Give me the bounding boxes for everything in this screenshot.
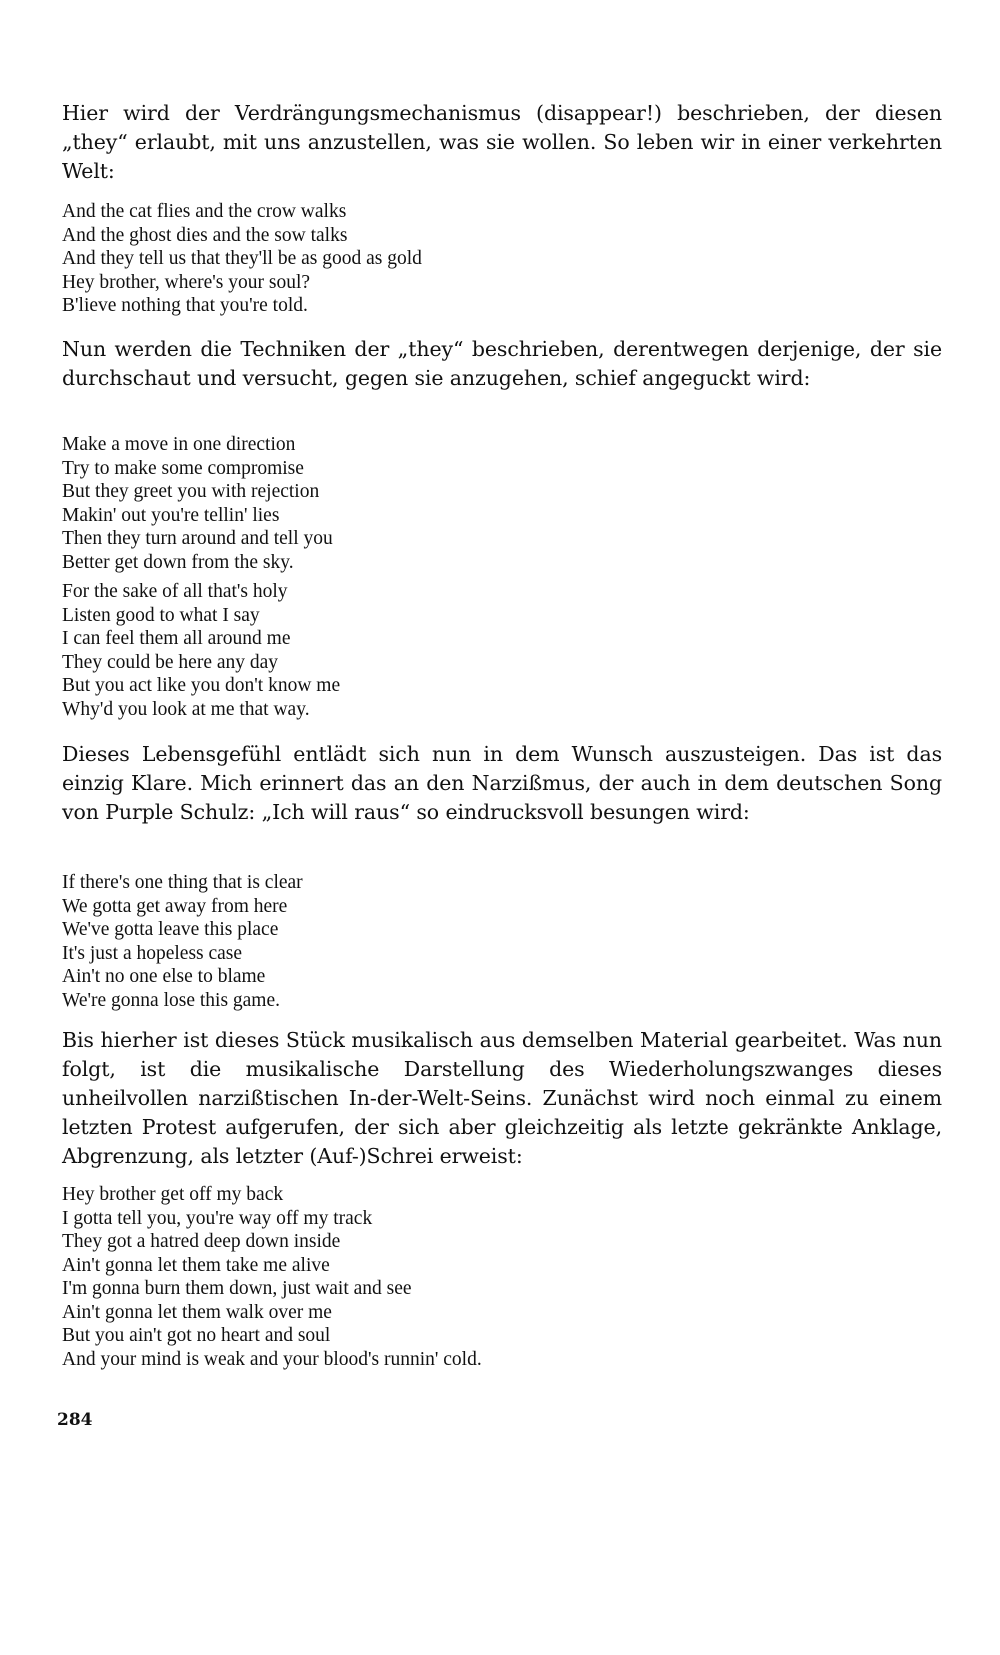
lyric-line: Try to make some compromise: [62, 457, 304, 479]
paragraph-techniques: Nun werden die Techniken der „they“ beschrieben, derentwegen derjenige, der sie durchschaut und versucht, gegen sie anzugehen, schief angeguckt wird:: [62, 337, 942, 390]
lyric-line: They could be here any day: [62, 651, 279, 673]
lyric-line: Hey brother get off my back: [62, 1184, 284, 1205]
lyric-line: Ain't no one else to blame: [62, 966, 266, 987]
lyrics-stanza-5: [62, 1183, 762, 1371]
lyrics-stanza-3: [62, 580, 762, 721]
lyric-line: And they tell us that they'll be as good as gold: [62, 248, 422, 269]
lyric-line: I gotta tell you, you're way off my track: [62, 1207, 373, 1229]
lyric-line: They got a hatred deep down inside: [62, 1231, 341, 1252]
page-number: 284: [57, 1410, 93, 1430]
lyric-line: We gotta get away from here: [62, 895, 288, 917]
lyric-line: But they greet you with rejection: [62, 481, 320, 502]
lyric-line: I can feel them all around me: [62, 628, 291, 649]
lyric-line: For the sake of all that's holy: [62, 581, 288, 602]
lyric-line: And the ghost dies and the sow talks: [62, 224, 348, 246]
lyric-line: And your mind is weak and your blood's runnin' cold.: [62, 1348, 482, 1370]
lyric-line: Why'd you look at me that way.: [62, 698, 310, 720]
lyric-line: We've gotta leave this place: [62, 919, 279, 940]
lyric-line: But you ain't got no heart and soul: [62, 1325, 331, 1346]
lyrics-stanza-1: [62, 200, 762, 318]
paragraph-disappear: Hier wird der Verdrängungsmechanismus (disappear!) beschrieben, der diesen „they“ erlaubt, mit uns anzustellen, was sie wollen. So leben wir in einer verkehrten Welt:: [62, 101, 942, 183]
lyric-line: Make a move in one direction: [62, 434, 296, 455]
paragraph-narcissism: Dieses Lebensgefühl entlädt sich nun in dem Wunsch auszusteigen. Das ist das einzig Klare. Mich erinnert das an den Narzißmus, der auch in dem deutschen Song von Purple Schulz: „Ich will raus“ so eindrucksvoll besungen wird:: [62, 742, 942, 824]
lyric-line: But you act like you don't know me: [62, 675, 341, 696]
lyric-line: And the cat flies and the crow walks: [62, 201, 347, 222]
lyric-line: We're gonna lose this game.: [62, 989, 281, 1011]
lyric-line: Better get down from the sky.: [62, 551, 294, 573]
lyric-line: Listen good to what I say: [62, 604, 260, 626]
lyric-line: B'lieve nothing that you're told.: [62, 295, 308, 316]
lyric-line: Hey brother, where's your soul?: [62, 271, 311, 293]
lyric-line: It's just a hopeless case: [62, 942, 243, 964]
lyric-line: Then they turn around and tell you: [62, 528, 333, 549]
lyric-line: If there's one thing that is clear: [62, 872, 303, 893]
paragraph-protest: Bis hierher ist dieses Stück musikalisch aus demselben Material gearbeitet. Was nun folgt, ist die musikalische Darstellung des Wiederholungszwanges dieses unheilvollen narzißtischen In-der-Welt-Seins. Zunächst wird noch einmal zu einem letzten Protest aufgerufen, der sich aber gleichzeitig als letzte gekränkte Anklage, Abgrenzung, als letzter (Auf-)Schrei erweist:: [62, 1028, 942, 1168]
lyric-line: I'm gonna burn them down, just wait and see: [62, 1278, 412, 1299]
lyric-line: Ain't gonna let them walk over me: [62, 1301, 332, 1323]
lyrics-stanza-2: [62, 433, 762, 574]
lyric-line: Makin' out you're tellin' lies: [62, 504, 280, 526]
lyric-line: Ain't gonna let them take me alive: [62, 1254, 330, 1276]
lyrics-stanza-4: [62, 871, 762, 1012]
